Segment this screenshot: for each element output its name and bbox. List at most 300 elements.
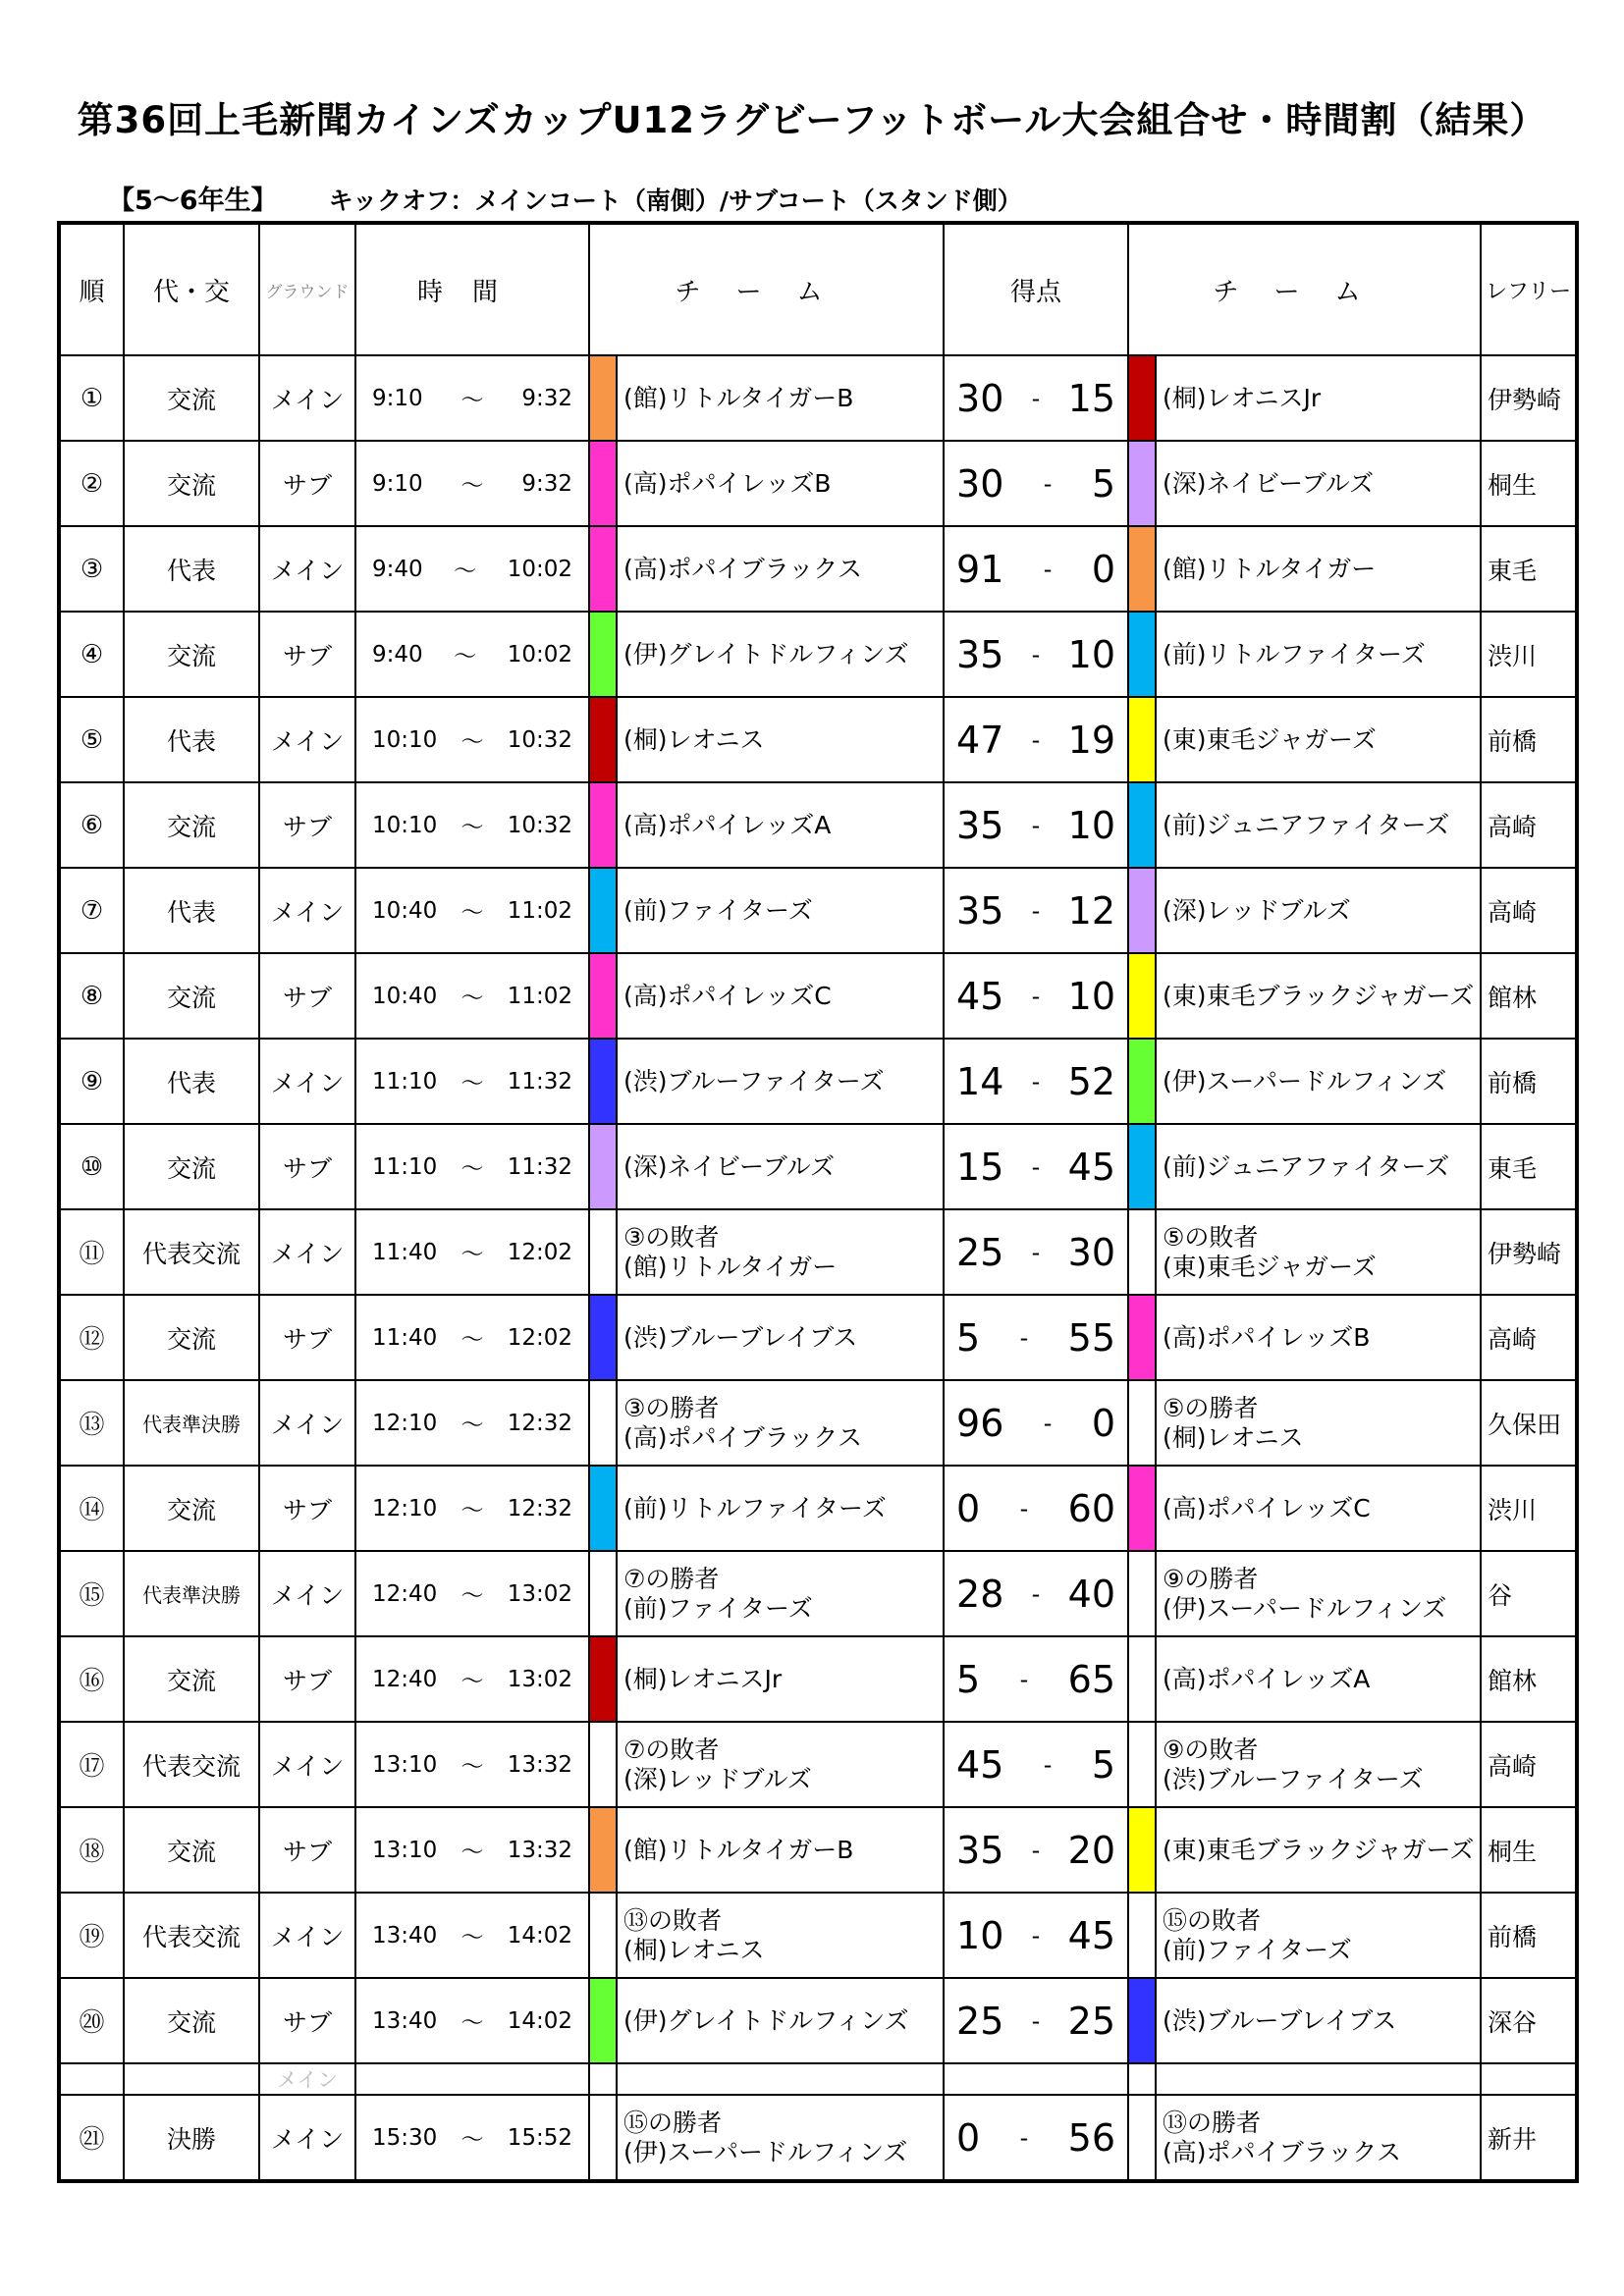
game-score (944, 953, 1128, 1039)
game-time (355, 1722, 589, 1807)
team-a-line2: (伊)スーパードルフィンズ (623, 2137, 908, 2166)
team-a-color (589, 868, 617, 953)
time-start: 13:10 (372, 1837, 438, 1863)
team-a-line1: (伊)グレイトドルフィンズ (623, 639, 909, 668)
team-a-color-swatch (590, 1040, 616, 1123)
time-end: 11:32 (507, 1068, 572, 1095)
team-b-line1: (高)ポパイレッズC (1163, 1493, 1371, 1522)
score-dash: - (1019, 1665, 1029, 1693)
game-number: ⑪ (59, 1209, 124, 1295)
team-b-line1: ⑬の勝者 (1163, 2108, 1262, 2137)
score-a: 35 (956, 1828, 1004, 1872)
time-end: 11:02 (507, 983, 572, 1009)
team-a-line1: (渋)ブルーブレイブス (623, 1322, 858, 1352)
game-number: ⑫ (59, 1295, 124, 1380)
team-a-color (589, 355, 617, 441)
time-start: 10:40 (372, 897, 438, 924)
game-referee: 館林 (1481, 1636, 1577, 1722)
score-b: 52 (1067, 1059, 1115, 1103)
time-start: 11:10 (372, 1153, 438, 1180)
time-tilde: ～ (460, 1669, 484, 1694)
score-a: 91 (956, 547, 1004, 591)
time-tilde: ～ (460, 1754, 484, 1780)
game-referee: 新井 (1481, 2095, 1577, 2181)
time-tilde: ～ (460, 2127, 484, 2153)
team-b-color-swatch (1129, 1125, 1155, 1208)
team-b-line2: (渋)ブルーファイターズ (1163, 1764, 1424, 1793)
game-time (355, 1636, 589, 1722)
team-b (1156, 441, 1481, 526)
time-end: 11:32 (507, 1153, 572, 1180)
team-b (1156, 697, 1481, 782)
game-number: ③ (59, 526, 124, 612)
time-start: 10:40 (372, 983, 438, 1009)
score-dash: - (1031, 896, 1041, 925)
score-b: 12 (1067, 888, 1115, 933)
spacer-cell (944, 2063, 1128, 2095)
score-a: 0 (956, 1486, 981, 1530)
game-score (944, 1722, 1128, 1807)
team-b (1156, 1124, 1481, 1209)
game-ground: メイン (259, 868, 355, 953)
game-score (944, 1295, 1128, 1380)
game-time (355, 782, 589, 868)
team-b-color (1128, 1636, 1156, 1722)
score-b: 45 (1067, 1913, 1115, 1957)
time-start: 15:30 (372, 2124, 438, 2151)
team-a-color (589, 1380, 617, 1466)
subtitle (108, 179, 1022, 217)
team-b (1156, 1893, 1481, 1978)
game-type: 交流 (124, 1295, 259, 1380)
team-a (617, 868, 944, 953)
team-a (617, 953, 944, 1039)
team-a-color (589, 782, 617, 868)
header-ground: グラウンド (259, 223, 355, 355)
time-end: 13:02 (507, 1580, 572, 1607)
game-ground: サブ (259, 1466, 355, 1551)
time-end: 12:32 (507, 1495, 572, 1522)
team-b-line1: (深)レッドブルズ (1163, 895, 1351, 925)
score-b: 10 (1067, 632, 1115, 676)
team-a-color (589, 2095, 617, 2181)
team-b-color-swatch (1129, 1296, 1155, 1379)
game-score (944, 1209, 1128, 1295)
score-a: 0 (956, 2115, 981, 2160)
time-start: 12:40 (372, 1666, 438, 1692)
score-dash: - (1043, 469, 1053, 498)
team-a (617, 1978, 944, 2063)
time-end: 9:32 (521, 470, 572, 497)
team-b-line1: (深)ネイビーブルズ (1163, 468, 1375, 498)
time-end: 10:02 (507, 556, 572, 582)
team-a-line2: (館)リトルタイガー (623, 1252, 838, 1281)
time-end: 10:32 (507, 726, 572, 753)
team-b-color (1128, 1466, 1156, 1551)
team-b-color-swatch (1129, 356, 1155, 440)
team-b (1156, 1295, 1481, 1380)
game-number: ⑤ (59, 697, 124, 782)
team-a-line1: ⑬の敗者 (623, 1905, 723, 1935)
time-start: 12:10 (372, 1410, 438, 1436)
time-tilde: ～ (460, 815, 484, 840)
header-no: 順 (59, 223, 124, 355)
time-tilde: ～ (460, 473, 484, 499)
time-tilde: ～ (460, 1156, 484, 1182)
team-b (1156, 526, 1481, 612)
header-row (59, 223, 1577, 355)
team-b-color-swatch (1129, 613, 1155, 696)
score-b: 60 (1067, 1486, 1116, 1530)
score-a: 15 (956, 1145, 1004, 1189)
team-a-color (589, 1039, 617, 1124)
team-a (617, 1551, 944, 1636)
score-dash: - (1031, 725, 1041, 754)
time-tilde: ～ (460, 1242, 484, 1267)
game-type: 交流 (124, 355, 259, 441)
game-time (355, 355, 589, 441)
game-type: 代表 (124, 1039, 259, 1124)
team-a-color (589, 441, 617, 526)
time-start: 10:10 (372, 812, 438, 838)
game-number: ⑲ (59, 1893, 124, 1978)
team-a (617, 526, 944, 612)
game-referee: 谷 (1481, 1551, 1577, 1636)
game-referee: 館林 (1481, 953, 1577, 1039)
time-start: 9:10 (372, 385, 423, 411)
time-end: 13:32 (507, 1837, 572, 1863)
time-tilde: ～ (460, 1071, 484, 1096)
team-b-line2: (東)東毛ジャガーズ (1163, 1252, 1377, 1281)
team-b (1156, 1209, 1481, 1295)
game-time (355, 953, 589, 1039)
team-b-color-swatch (1129, 698, 1155, 781)
table-row (59, 1209, 1577, 1295)
team-a-line2: (前)ファイターズ (623, 1593, 813, 1623)
team-b-line1: ⑤の勝者 (1163, 1393, 1259, 1422)
team-b-color-swatch (1129, 527, 1155, 611)
game-ground: メイン (259, 1380, 355, 1466)
score-a: 30 (956, 376, 1004, 420)
team-b (1156, 1551, 1481, 1636)
score-dash: - (1031, 1836, 1041, 1864)
score-b: 45 (1067, 1145, 1115, 1189)
game-number: ⑧ (59, 953, 124, 1039)
table-row (59, 1978, 1577, 2063)
score-dash: - (1019, 1494, 1029, 1522)
time-start: 9:10 (372, 470, 423, 497)
team-b (1156, 612, 1481, 697)
game-ground: メイン (259, 1039, 355, 1124)
game-type: 代表準決勝 (124, 1380, 259, 1466)
team-b-color (1128, 1978, 1156, 2063)
team-a-line2: (桐)レオニス (623, 1935, 765, 1964)
game-type: 代表 (124, 697, 259, 782)
team-a (617, 355, 944, 441)
time-tilde: ～ (460, 1925, 484, 1950)
score-dash: - (1031, 1152, 1041, 1181)
header-team-b: チーム (1128, 223, 1481, 355)
table-row (59, 441, 1577, 526)
score-dash: - (1043, 1750, 1053, 1779)
spacer-cell (1481, 2063, 1577, 2095)
table-row (59, 1893, 1577, 1978)
team-b (1156, 355, 1481, 441)
team-a-color-swatch (590, 1210, 616, 1294)
spacer-cell (589, 2063, 617, 2095)
game-score (944, 441, 1128, 526)
score-dash: - (1031, 1067, 1041, 1095)
time-start: 11:40 (372, 1239, 438, 1265)
game-type: 代表交流 (124, 1893, 259, 1978)
game-time (355, 1466, 589, 1551)
team-a-line1: (前)リトルファイターズ (623, 1493, 887, 1522)
game-time (355, 1209, 589, 1295)
header-time: 時間 (355, 223, 589, 355)
score-b: 0 (1091, 547, 1116, 591)
team-a-line1: (桐)レオニス (623, 724, 765, 754)
team-a-color-swatch (590, 1808, 616, 1892)
team-b-color-swatch (1129, 1723, 1155, 1806)
kickoff-info: キックオフ：メインコート（南側）/サブコート（スタンド側） (328, 187, 1022, 215)
game-ground: メイン (259, 526, 355, 612)
time-end: 10:02 (507, 641, 572, 667)
table-row (59, 1636, 1577, 1722)
table-row (59, 355, 1577, 441)
spacer-row (59, 2063, 1577, 2095)
team-b (1156, 1807, 1481, 1893)
team-a-line1: ⑮の勝者 (623, 2108, 723, 2137)
team-a-line1: ⑦の勝者 (623, 1564, 720, 1593)
team-a-line2: (深)レッドブルズ (623, 1764, 812, 1793)
team-b-line1: (前)ジュニアファイターズ (1163, 810, 1450, 839)
table-row (59, 1380, 1577, 1466)
game-type: 代表 (124, 526, 259, 612)
game-score (944, 697, 1128, 782)
team-b (1156, 1978, 1481, 2063)
score-a: 96 (956, 1401, 1004, 1445)
score-a: 45 (956, 974, 1004, 1018)
team-b-color (1128, 1807, 1156, 1893)
team-a (617, 697, 944, 782)
team-b-color (1128, 612, 1156, 697)
game-referee: 高崎 (1481, 868, 1577, 953)
game-ground: サブ (259, 1124, 355, 1209)
team-b (1156, 782, 1481, 868)
team-a-color-swatch (590, 1381, 616, 1465)
game-referee: 深谷 (1481, 1978, 1577, 2063)
team-a-color (589, 1295, 617, 1380)
team-b-color-swatch (1129, 1467, 1155, 1550)
game-number: ② (59, 441, 124, 526)
team-b-color-swatch (1129, 1894, 1155, 1977)
score-dash: - (1031, 1579, 1041, 1608)
table-row (59, 2095, 1577, 2181)
game-time (355, 1295, 589, 1380)
team-b-line2: (桐)レオニス (1163, 1422, 1304, 1452)
team-a-color-swatch (590, 442, 616, 525)
game-time (355, 868, 589, 953)
team-a-line1: (高)ポパイレッズC (623, 981, 832, 1010)
team-b-color (1128, 1893, 1156, 1978)
spacer-cell (124, 2063, 259, 2095)
team-b-color-swatch (1129, 1210, 1155, 1294)
game-ground: メイン (259, 1209, 355, 1295)
score-dash: - (1031, 2006, 1041, 2035)
team-b-color (1128, 2095, 1156, 2181)
team-b-line1: (渋)ブルーブレイブス (1163, 2005, 1397, 2035)
score-b: 40 (1067, 1572, 1115, 1616)
game-score (944, 1551, 1128, 1636)
score-a: 35 (956, 888, 1004, 933)
score-a: 35 (956, 632, 1004, 676)
team-a-line1: (前)ファイターズ (623, 895, 813, 925)
team-a (617, 612, 944, 697)
time-tilde: ～ (460, 1498, 484, 1523)
game-score (944, 1380, 1128, 1466)
team-a-color (589, 953, 617, 1039)
game-score (944, 1636, 1128, 1722)
game-type: 代表交流 (124, 1722, 259, 1807)
team-b-color (1128, 1295, 1156, 1380)
team-b-line1: ⑤の敗者 (1163, 1222, 1259, 1252)
table-row (59, 953, 1577, 1039)
game-ground: サブ (259, 441, 355, 526)
game-type: 交流 (124, 782, 259, 868)
team-a-color-swatch (590, 1552, 616, 1635)
spacer-cell (1128, 2063, 1156, 2095)
team-b-color (1128, 1124, 1156, 1209)
team-a-line1: (深)ネイビーブルズ (623, 1151, 836, 1181)
header-score: 得点 (944, 223, 1128, 355)
game-score (944, 1466, 1128, 1551)
score-b: 55 (1067, 1315, 1116, 1360)
game-score (944, 526, 1128, 612)
table-row (59, 612, 1577, 697)
time-tilde: ～ (460, 1840, 484, 1865)
team-a-color-swatch (590, 1125, 616, 1208)
time-start: 12:40 (372, 1580, 438, 1607)
score-b: 5 (1091, 1742, 1116, 1787)
team-b-color-swatch (1129, 954, 1155, 1038)
game-referee: 渋川 (1481, 612, 1577, 697)
time-tilde: ～ (460, 2010, 484, 2036)
game-number: ⑮ (59, 1551, 124, 1636)
team-a-color (589, 1209, 617, 1295)
score-b: 5 (1091, 461, 1116, 506)
game-time (355, 1978, 589, 2063)
team-a-line1: (館)リトルタイガーB (623, 383, 854, 412)
score-a: 28 (956, 1572, 1004, 1616)
team-b-line1: (館)リトルタイガー (1163, 554, 1377, 583)
team-a-color-swatch (590, 1467, 616, 1550)
game-score (944, 1124, 1128, 1209)
time-tilde: ～ (454, 644, 477, 669)
team-b (1156, 1722, 1481, 1807)
team-b-color-swatch (1129, 442, 1155, 525)
team-b-color-swatch (1129, 2096, 1155, 2179)
score-dash: - (1043, 555, 1053, 583)
game-ground: サブ (259, 1295, 355, 1380)
score-a: 45 (956, 1742, 1004, 1787)
time-start: 9:40 (372, 641, 423, 667)
team-b-color (1128, 953, 1156, 1039)
game-ground: メイン (259, 355, 355, 441)
team-a-color-swatch (590, 1979, 616, 2062)
game-number: ④ (59, 612, 124, 697)
game-time (355, 1807, 589, 1893)
team-b-color (1128, 782, 1156, 868)
team-a-color-swatch (590, 783, 616, 867)
game-time (355, 1039, 589, 1124)
score-dash: - (1031, 384, 1041, 412)
game-ground: メイン (259, 1893, 355, 1978)
spacer-ground: メイン (259, 2063, 355, 2095)
team-a-line1: (桐)レオニスJr (623, 1664, 783, 1693)
score-a: 25 (956, 1230, 1004, 1274)
game-type: 交流 (124, 1807, 259, 1893)
team-b (1156, 1466, 1481, 1551)
game-referee: 桐生 (1481, 1807, 1577, 1893)
game-score (944, 782, 1128, 868)
score-dash: - (1019, 2123, 1029, 2152)
game-ground: サブ (259, 612, 355, 697)
spacer-cell (617, 2063, 944, 2095)
game-type: 代表準決勝 (124, 1551, 259, 1636)
game-referee: 前橋 (1481, 1039, 1577, 1124)
time-end: 10:32 (507, 812, 572, 838)
game-type: 交流 (124, 1124, 259, 1209)
game-referee: 高崎 (1481, 782, 1577, 868)
game-number: ⑬ (59, 1380, 124, 1466)
team-a-color-swatch (590, 1637, 616, 1721)
game-ground: メイン (259, 1551, 355, 1636)
team-b-color (1128, 868, 1156, 953)
game-time (355, 612, 589, 697)
header-type: 代・交 (124, 223, 259, 355)
team-b-color-swatch (1129, 1381, 1155, 1465)
team-a-color-swatch (590, 869, 616, 952)
time-end: 14:02 (507, 1922, 572, 1949)
game-type: 交流 (124, 1466, 259, 1551)
score-a: 5 (956, 1315, 981, 1360)
grade-label: 【5～6年生】 (108, 186, 278, 216)
game-type: 交流 (124, 1978, 259, 2063)
team-a (617, 1295, 944, 1380)
team-a-color-swatch (590, 356, 616, 440)
team-a (617, 1722, 944, 1807)
score-b: 19 (1067, 718, 1115, 762)
team-a (617, 1209, 944, 1295)
team-b-color-swatch (1129, 1808, 1155, 1892)
team-a-color (589, 1978, 617, 2063)
score-dash: - (1019, 1323, 1029, 1352)
team-b-color (1128, 1039, 1156, 1124)
game-ground: サブ (259, 1636, 355, 1722)
team-b-color (1128, 441, 1156, 526)
game-number: ⑰ (59, 1722, 124, 1807)
score-b: 25 (1067, 1999, 1115, 2043)
team-a-color (589, 526, 617, 612)
page-title: 第36回上毛新聞カインズカップU12ラグビーフットボール大会組合せ・時間割（結果） (77, 99, 1547, 141)
game-type: 決勝 (124, 2095, 259, 2181)
time-end: 9:32 (521, 385, 572, 411)
team-b-line1: (東)東毛ブラックジャガーズ (1163, 981, 1475, 1010)
game-time (355, 1124, 589, 1209)
team-a (617, 1039, 944, 1124)
team-a (617, 2095, 944, 2181)
time-start: 9:40 (372, 556, 423, 582)
